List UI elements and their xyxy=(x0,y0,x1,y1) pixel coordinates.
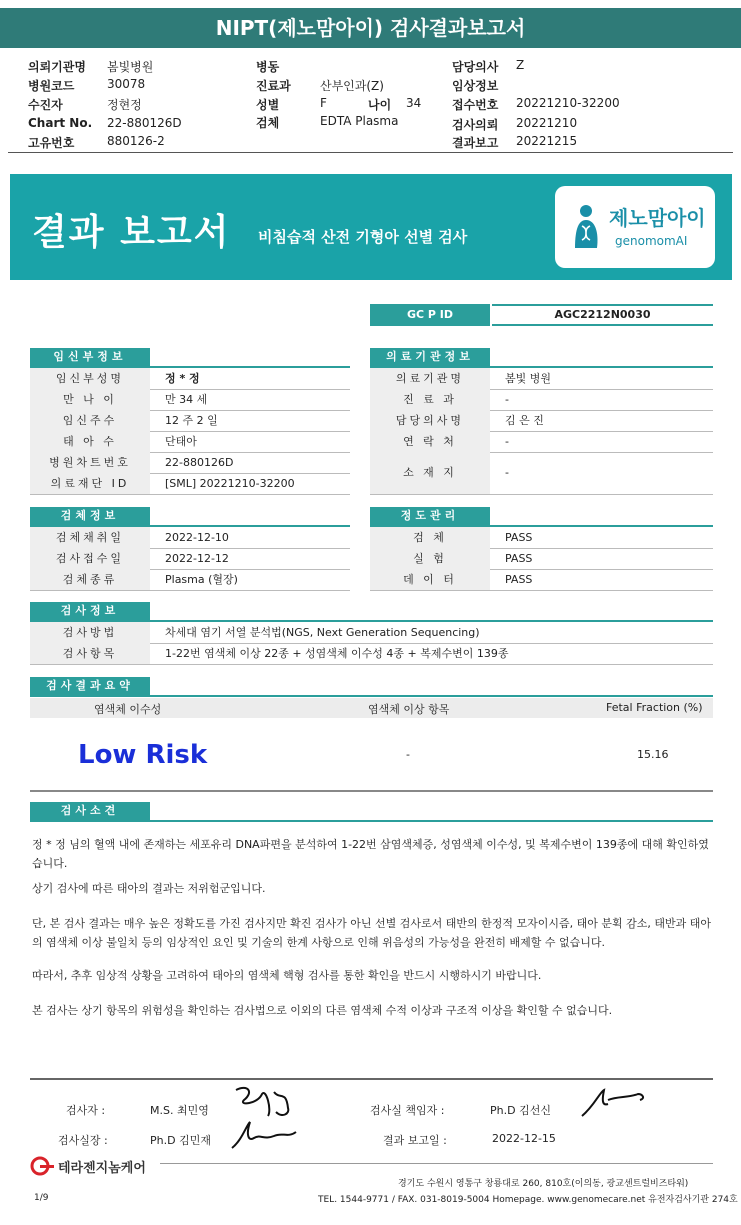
test-row: 검사항목 1-22번 염색체 이상 22종 + 성염색체 이수성 4종 + 복제수변이 139종 xyxy=(30,643,713,665)
label-report-date: 결과보고 xyxy=(452,136,499,150)
specimen-row: 검사접수일 2022-12-12 xyxy=(30,548,350,570)
institution-row: 소 재 지 - xyxy=(370,452,713,495)
label-clinical-info: 임상정보 xyxy=(452,79,499,93)
value-chart-no: 22-880126D xyxy=(107,116,182,130)
value-sex: F xyxy=(320,96,327,110)
report-title: NIPT(제노맘아이) 검사결과보고서 xyxy=(0,8,741,48)
pregnant-row: 임신주수 12 주 2 일 xyxy=(30,410,350,432)
label-doctor: 담당의사 xyxy=(452,60,499,74)
institution-row: 담당의사명 김 은 진 xyxy=(370,410,713,432)
logo-korean: 제노맘아이 xyxy=(609,206,706,230)
label-hospital-code: 병원코드 xyxy=(28,79,75,93)
specimen-row: 검체채취일 2022-12-10 xyxy=(30,527,350,549)
banner-title: 결과 보고서 xyxy=(32,212,231,253)
label-patient: 수진자 xyxy=(28,98,63,112)
label-chart-no: Chart No. xyxy=(28,116,93,130)
chief-name: Ph.D 김민재 xyxy=(150,1134,211,1147)
section-qc-header: 정도관리 xyxy=(370,507,490,525)
col-aneuploidy: 염색체 이수성 xyxy=(94,703,162,716)
col-fetal-fraction: Fetal Fraction (%) xyxy=(606,701,703,714)
label-institution: 의뢰기관명 xyxy=(28,60,86,74)
report-date-label: 결과 보고일 : xyxy=(383,1134,447,1147)
label-receipt-no: 접수번호 xyxy=(452,98,499,112)
director-name: Ph.D 김선신 xyxy=(490,1104,551,1117)
company-contact: TEL. 1544-9771 / FAX. 031-8019-5004 Homepage. www.genomecare.net 유전자검사기관 274호 xyxy=(318,1195,738,1205)
page-number: 1/9 xyxy=(34,1193,49,1203)
director-label: 검사실 책임자 : xyxy=(370,1104,445,1117)
label-specimen: 검체 xyxy=(256,116,280,130)
logo-english: genomomAI xyxy=(615,234,688,248)
company-name: 테라젠지놈케어 xyxy=(58,1161,146,1176)
banner-subtitle: 비침습적 산전 기형아 선별 검사 xyxy=(258,228,468,246)
value-age: 34 xyxy=(406,96,422,110)
label-request-date: 검사의뢰 xyxy=(452,118,499,132)
section-divider xyxy=(30,695,713,697)
footer-divider xyxy=(30,1078,713,1080)
qc-row: 실 험 PASS xyxy=(370,548,713,570)
label-department: 진료과 xyxy=(256,79,291,93)
finding-paragraph: 단, 본 검사 결과는 매우 높은 정확도를 가진 검사지만 확진 검사가 아닌 선별 검사로서 태반의 한정적 모자이시즘, 태아 분획 감소, 태반과 태아의 염색체 이상 불일치 등의 임상적인 요인 및 기술의 한계 사항으로 인해 위음성의 가능성을 완전히 배제할 수 없습니다. xyxy=(32,917,711,949)
tester-name: M.S. 최민영 xyxy=(150,1104,209,1117)
label-unique-no: 고유번호 xyxy=(28,136,75,150)
section-institution-header: 의료기관정보 xyxy=(370,348,490,366)
section-summary-header: 검사결과요약 xyxy=(30,677,150,695)
finding-paragraph: 따라서, 추후 임상적 상황을 고려하여 태아의 염색체 핵형 검사를 통한 확인을 반드시 시행하시기 바랍니다. xyxy=(32,969,542,982)
header-divider xyxy=(8,152,733,153)
value-report-date: 20221215 xyxy=(516,134,578,148)
label-ward: 병동 xyxy=(256,60,280,74)
value-specimen: EDTA Plasma xyxy=(320,114,399,128)
label-age: 나이 xyxy=(368,98,392,112)
pregnant-row: 임신부성명 정 * 정 xyxy=(30,368,350,390)
section-findings-header: 검사소견 xyxy=(30,802,150,820)
result-low-risk: Low Risk xyxy=(78,740,208,770)
report-date-value: 2022-12-15 xyxy=(492,1132,556,1145)
company-divider xyxy=(160,1163,713,1164)
pregnant-row: 만 나 이 만 34 세 xyxy=(30,389,350,411)
pregnant-row: 병원차트번호 22-880126D xyxy=(30,452,350,474)
chief-label: 검사실장 : xyxy=(58,1134,108,1147)
result-fetal-fraction: 15.16 xyxy=(637,748,669,761)
banner xyxy=(10,174,732,280)
section-test-header: 검사정보 xyxy=(30,602,150,620)
finding-paragraph: 정 * 정 님의 혈액 내에 존재하는 세포유리 DNA파편을 분석하여 1-22번 삼염색체증, 성염색체 이수성, 및 복제수변이 139종에 대해 확인하였습니다. xyxy=(32,838,709,870)
value-hospital-code: 30078 xyxy=(107,77,146,91)
finding-paragraph: 상기 검사에 따른 태아의 결과는 저위험군입니다. xyxy=(32,882,266,895)
genomom-logo xyxy=(555,186,715,268)
specimen-row: 검체종류 Plasma (혈장) xyxy=(30,569,350,591)
section-divider xyxy=(30,790,713,792)
value-institution: 봄빛병원 xyxy=(107,60,154,74)
institution-row: 진 료 과 - xyxy=(370,389,713,411)
institution-row: 연 락 처 - xyxy=(370,431,713,453)
test-row: 검사방법 차세대 염기 서열 분석법(NGS, Next Generation Sequencing) xyxy=(30,622,713,644)
qc-row: 검 체 PASS xyxy=(370,527,713,549)
value-receipt-no: 20221210-32200 xyxy=(516,96,620,110)
value-request-date: 20221210 xyxy=(516,116,578,130)
value-department: 산부인과(Z) xyxy=(320,79,384,93)
company-address: 경기도 수원시 영통구 창룡대로 260, 810호(이의동, 광교센트럴비즈타워) xyxy=(398,1179,689,1189)
value-patient: 정현정 xyxy=(107,98,142,112)
section-specimen-header: 검체정보 xyxy=(30,507,150,525)
chief-signature xyxy=(228,1118,300,1154)
dna-mother-icon xyxy=(569,202,603,250)
director-signature xyxy=(578,1086,650,1122)
institution-row: 의료기관명 봄빛 병원 xyxy=(370,368,713,390)
gcpid-label: GC P ID xyxy=(370,304,490,326)
value-unique-no: 880126-2 xyxy=(107,134,165,148)
section-divider xyxy=(30,820,713,822)
finding-paragraph: 본 검사는 상기 항목의 위험성을 확인하는 검사법으로 이외의 다른 염색체 수적 이상과 구조적 이상을 확인할 수 없습니다. xyxy=(32,1004,613,1017)
qc-row: 데 이 터 PASS xyxy=(370,569,713,591)
pregnant-row: 의료재단 ID [SML] 20221210-32200 xyxy=(30,473,350,495)
gcpid-value: AGC2212N0030 xyxy=(492,304,713,326)
pregnant-row: 태 아 수 단태아 xyxy=(30,431,350,453)
result-item: - xyxy=(406,748,410,761)
label-sex: 성별 xyxy=(256,98,280,112)
value-doctor: Z xyxy=(516,58,525,72)
section-pregnant-header: 임신부정보 xyxy=(30,348,150,366)
tester-label: 검사자 : xyxy=(66,1104,106,1117)
summary-columns xyxy=(30,698,713,718)
terragen-logo-icon xyxy=(30,1156,56,1176)
col-abnormality: 염색체 이상 항목 xyxy=(368,703,450,716)
